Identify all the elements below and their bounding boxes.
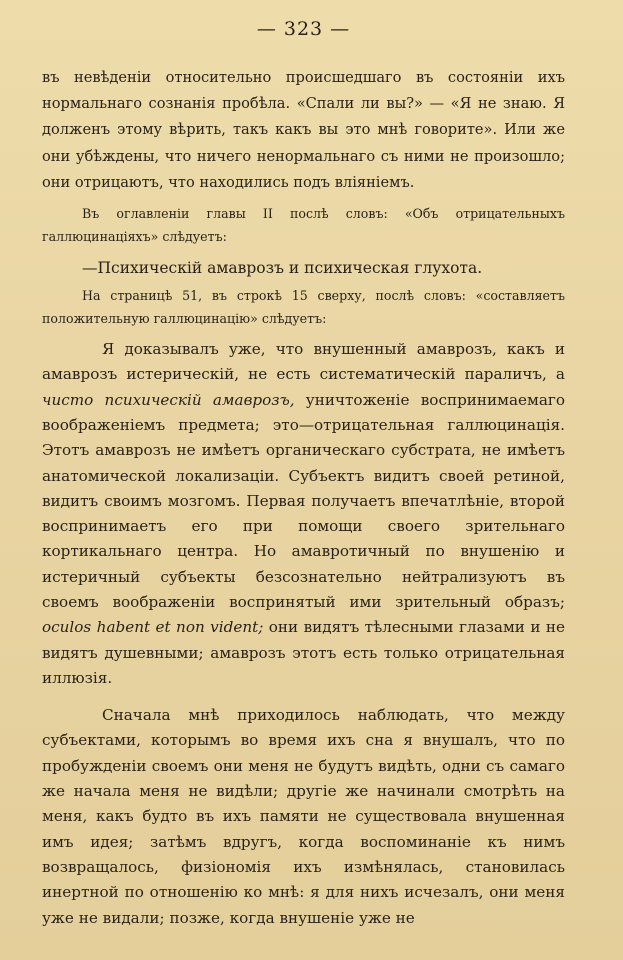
latin-quote: oculos habent et non vident;	[42, 618, 264, 637]
amaurosis-text-1: Я доказывалъ уже, что внушенный амаврозъ, какъ и амаврозъ истерическій, не есть систематическій параличъ, а	[42, 340, 565, 384]
erratum-note-page51	[42, 285, 565, 330]
paragraph-continuation: въ невѣденіи относительно происшедшаго въ состояніи ихъ нормальнаго сознанія пробѣла. «Спали ли вы?» — «Я не знаю. Я долженъ этому вѣрить, такъ какъ вы это мнѣ говорите». Или же они убѣждены, что ничего ненормальнаго съ ними не произошло; они отрицаютъ, что находились подъ вліяніемъ.	[42, 69, 565, 191]
page-number: — 323 —	[256, 18, 351, 40]
inserted-paragraph-amaurosis	[42, 337, 565, 691]
erratum-note-page51-text: На страницѣ 51, въ строкѣ 15 сверху, послѣ словъ: «составляетъ положительную галлюцинацію» слѣдуетъ:	[42, 288, 565, 326]
amaurosis-text-2: уничтоженіе воспринимаемаго воображеніемъ предмета; это—отрицательная галлюцинація. Этотъ амаврозъ не имѣетъ органическаго субстрата, не имѣетъ анатомической локализаціи. Субъектъ видитъ своей ретиной, видитъ своимъ мозгомъ. Первая получаетъ впечатлѣніе, второй воспринимаетъ его при помощи своего зрительнаго кортикальнаго центра. Но амавротичный по внушенію и истеричный субъекты безсознательно нейтрализуютъ въ своемъ воображеніи воспринятый ими зрительный образъ;	[42, 390, 565, 611]
inserted-heading: —Психическій амаврозъ и психическая глухота.	[82, 259, 483, 278]
observations-text: Сначала мнѣ приходилось наблюдать, что между субъектами, которымъ во время ихъ сна я внушалъ, что по пробужденіи своемъ они меня не будутъ видѣть, одни съ самаго же начала меня не видѣли; другіе же начинали смотрѣть на меня, какъ будто въ ихъ памяти не существовала внушенная имъ идея; затѣмъ вдругъ, когда воспоминаніе къ нимъ возвращалось, физіономія ихъ измѣнялась, становилась инертной по отношенію ко мнѣ: я для нихъ исчезалъ, они меня уже не видали; позже, когда внушеніе уже не	[42, 706, 565, 927]
erratum-note-contents-text: Въ оглавленіи главы II послѣ словъ: «Объ отрицательныхъ галлюцинаціяхъ» слѣдуетъ:	[42, 206, 565, 244]
erratum-note-contents	[42, 203, 565, 248]
amaurosis-text-3: они видятъ тѣлесными глазами и не видятъ душевными; амаврозъ этотъ есть только отрицательная иллюзія.	[42, 618, 565, 687]
inserted-paragraph-observations	[42, 703, 565, 931]
amaurosis-italic-phrase: чисто психическій амаврозъ,	[42, 390, 295, 409]
